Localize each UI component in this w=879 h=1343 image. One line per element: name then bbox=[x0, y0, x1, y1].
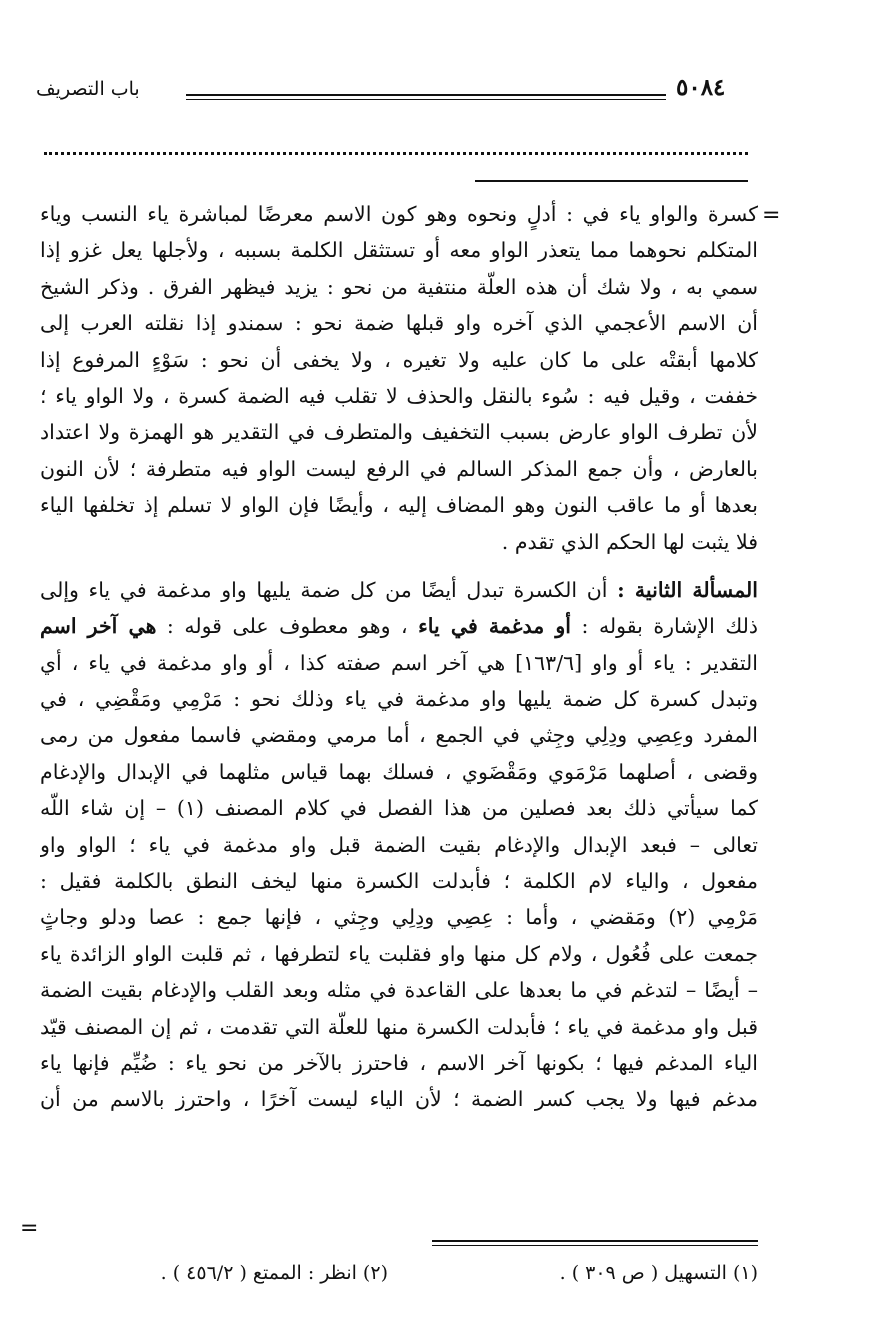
text-line: المتكلم نحوهما مما يتعذر الواو معه أو تستثقل الكلمة بسببه ، ولأجلها يعل غزو إذا bbox=[40, 238, 758, 263]
footnote-rule bbox=[432, 1240, 758, 1242]
header-rule bbox=[186, 94, 666, 96]
footnote-2: (٢) انظر : الممتع ( ٤٥٦/٢ ) . bbox=[160, 1262, 388, 1284]
text-line: تعالى – فبعد الإبدال والإدغام بقيت الضمة قبل واو مدغمة في ياء ؛ الواو واو bbox=[40, 832, 758, 857]
text-line: خففت ، وقيل فيه : سُوء بالنقل والحذف لا تقلب فيه الضمة كسرة ، ولا الواو ياء ؛ bbox=[40, 383, 758, 408]
text-run: ذلك الإشارة بقوله : bbox=[570, 614, 758, 639]
chapter-title: باب التصريف bbox=[36, 78, 140, 100]
header-rule-thin bbox=[186, 99, 666, 100]
text-line: كلامها أبقتْه على ما كان عليه ولا تغيره ، ولا يخفى أن نحو : سَوْءٍ المرفوع إذا bbox=[40, 347, 758, 372]
text-line: لأن تطرف الواو عارض بسبب التخفيف والمتطرف في التقدير هو الهمزة ولا اعتداد bbox=[40, 420, 758, 445]
text-line: كما سيأتي ذلك بعد فصلين من هذا الفصل في كلام المصنف (١) – إن شاء اللّه bbox=[40, 796, 758, 821]
text-line bbox=[40, 608, 758, 644]
text-line: مفعول ، والياء لام الكلمة ؛ فأبدلت الكسرة منها ليخف النطق بالكلمة فقيل : bbox=[40, 869, 758, 894]
footnote-1: (١) التسهيل ( ص ٣٠٩ ) . bbox=[559, 1262, 758, 1284]
text-line: وقضى ، أصلهما مَرْمَوي ومَقْضَوي ، فسلك بهما قياس مثلهما في الإبدال والإدغام bbox=[40, 759, 758, 784]
text-line: مدغم فيها ولا يجب كسر الضمة ؛ لأن الياء ليست آخرًا ، واحترز بالاسم من أن bbox=[40, 1087, 758, 1112]
page-header bbox=[36, 70, 756, 110]
text-run: ، وهو معطوف على قوله : bbox=[156, 614, 419, 639]
short-separator bbox=[475, 180, 748, 182]
paragraph-gap bbox=[40, 560, 758, 572]
dotted-separator bbox=[44, 152, 748, 155]
text-line: التقدير : ياء أو واو [١٦٣/٦] هي آخر اسم صفته كذا ، أو واو مدغمة في ياء ، أي bbox=[40, 650, 758, 675]
quoted-text: أو مدغمة في ياء bbox=[418, 614, 571, 639]
text-line: فلا يثبت لها الحكم الذي تقدم . bbox=[501, 529, 758, 554]
continuation-mark-bottom: = bbox=[20, 1216, 39, 1241]
body-text bbox=[40, 196, 758, 1118]
text-line: مَرْمِي (٢) ومَقضي ، وأما : عِصِي ودِلِي وجِثي ، فإنها جمع : عصا ودلو وجاثٍ bbox=[40, 905, 758, 930]
text-line: الياء المدغم فيها ؛ بكونها آخر الاسم ، فاحترز بالآخر من نحو ياء : ضُيِّم فإنها ياء bbox=[40, 1050, 758, 1075]
text-line: بعدها أو ما عاقب النون وهو المضاف إليه ، وأيضًا فإن الواو لا تسلم إذ تخلفها الياء bbox=[40, 493, 758, 518]
section-heading: المسألة الثانية : bbox=[617, 577, 758, 602]
text-line: المفرد وعِصِي ودِلِي وجِثي في الجمع ، أما مرمي ومقضي فاسما مفعول من رمى bbox=[40, 723, 758, 748]
text-line: كسرة والواو ياء في : أدلٍ ونحوه وهو كون الاسم معرضًا لمباشرة ياء النسب وياء bbox=[40, 202, 758, 226]
quoted-text: هي آخر اسم bbox=[40, 614, 157, 639]
text-line: – أيضًا – لتدغم في ما بعدها على القاعدة في مثله وبعد القلب والإدغام بقيت الضمة bbox=[40, 978, 758, 1003]
text-line: وتبدل كسرة كل ضمة يليها واو مدغمة في ياء وذلك نحو : مَرْمِي ومَقْضِي ، في bbox=[40, 687, 758, 712]
text-line: قبل واو مدغمة في ياء ؛ فأبدلت الكسرة منها للعلّة التي تقدمت ، ثم إن المصنف قيّد bbox=[40, 1014, 758, 1039]
continuation-mark-top: = bbox=[762, 203, 781, 228]
text-run: أن الكسرة تبدل أيضًا من كل ضمة يليها واو مدغمة في ياء وإلى bbox=[40, 577, 618, 602]
text-line: سمي به ، ولا شك أن هذه العلّة منتفية من نحو : يزيد فيظهر الفرق . وذكر الشيخ bbox=[40, 274, 758, 299]
text-line: جمعت على فُعُول ، ولام كل منها واو فقلبت ياء لتطرفها ، ثم قلبت الواو الزائدة ياء bbox=[40, 941, 758, 966]
footnote-rule-thin bbox=[432, 1245, 758, 1246]
text-line: بالعارض ، وأن جمع المذكر السالم في الرفع ليست الواو فيه متطرفة ؛ لأن النون bbox=[40, 456, 758, 481]
footnotes bbox=[40, 1262, 758, 1302]
text-line: أن الاسم الأعجمي الذي آخره واو قبلها ضمة نحو : سمندو إذا نقلته العرب إلى bbox=[40, 311, 758, 336]
text-line bbox=[40, 572, 758, 608]
page-number: ٥٠٨٤ bbox=[676, 74, 726, 101]
